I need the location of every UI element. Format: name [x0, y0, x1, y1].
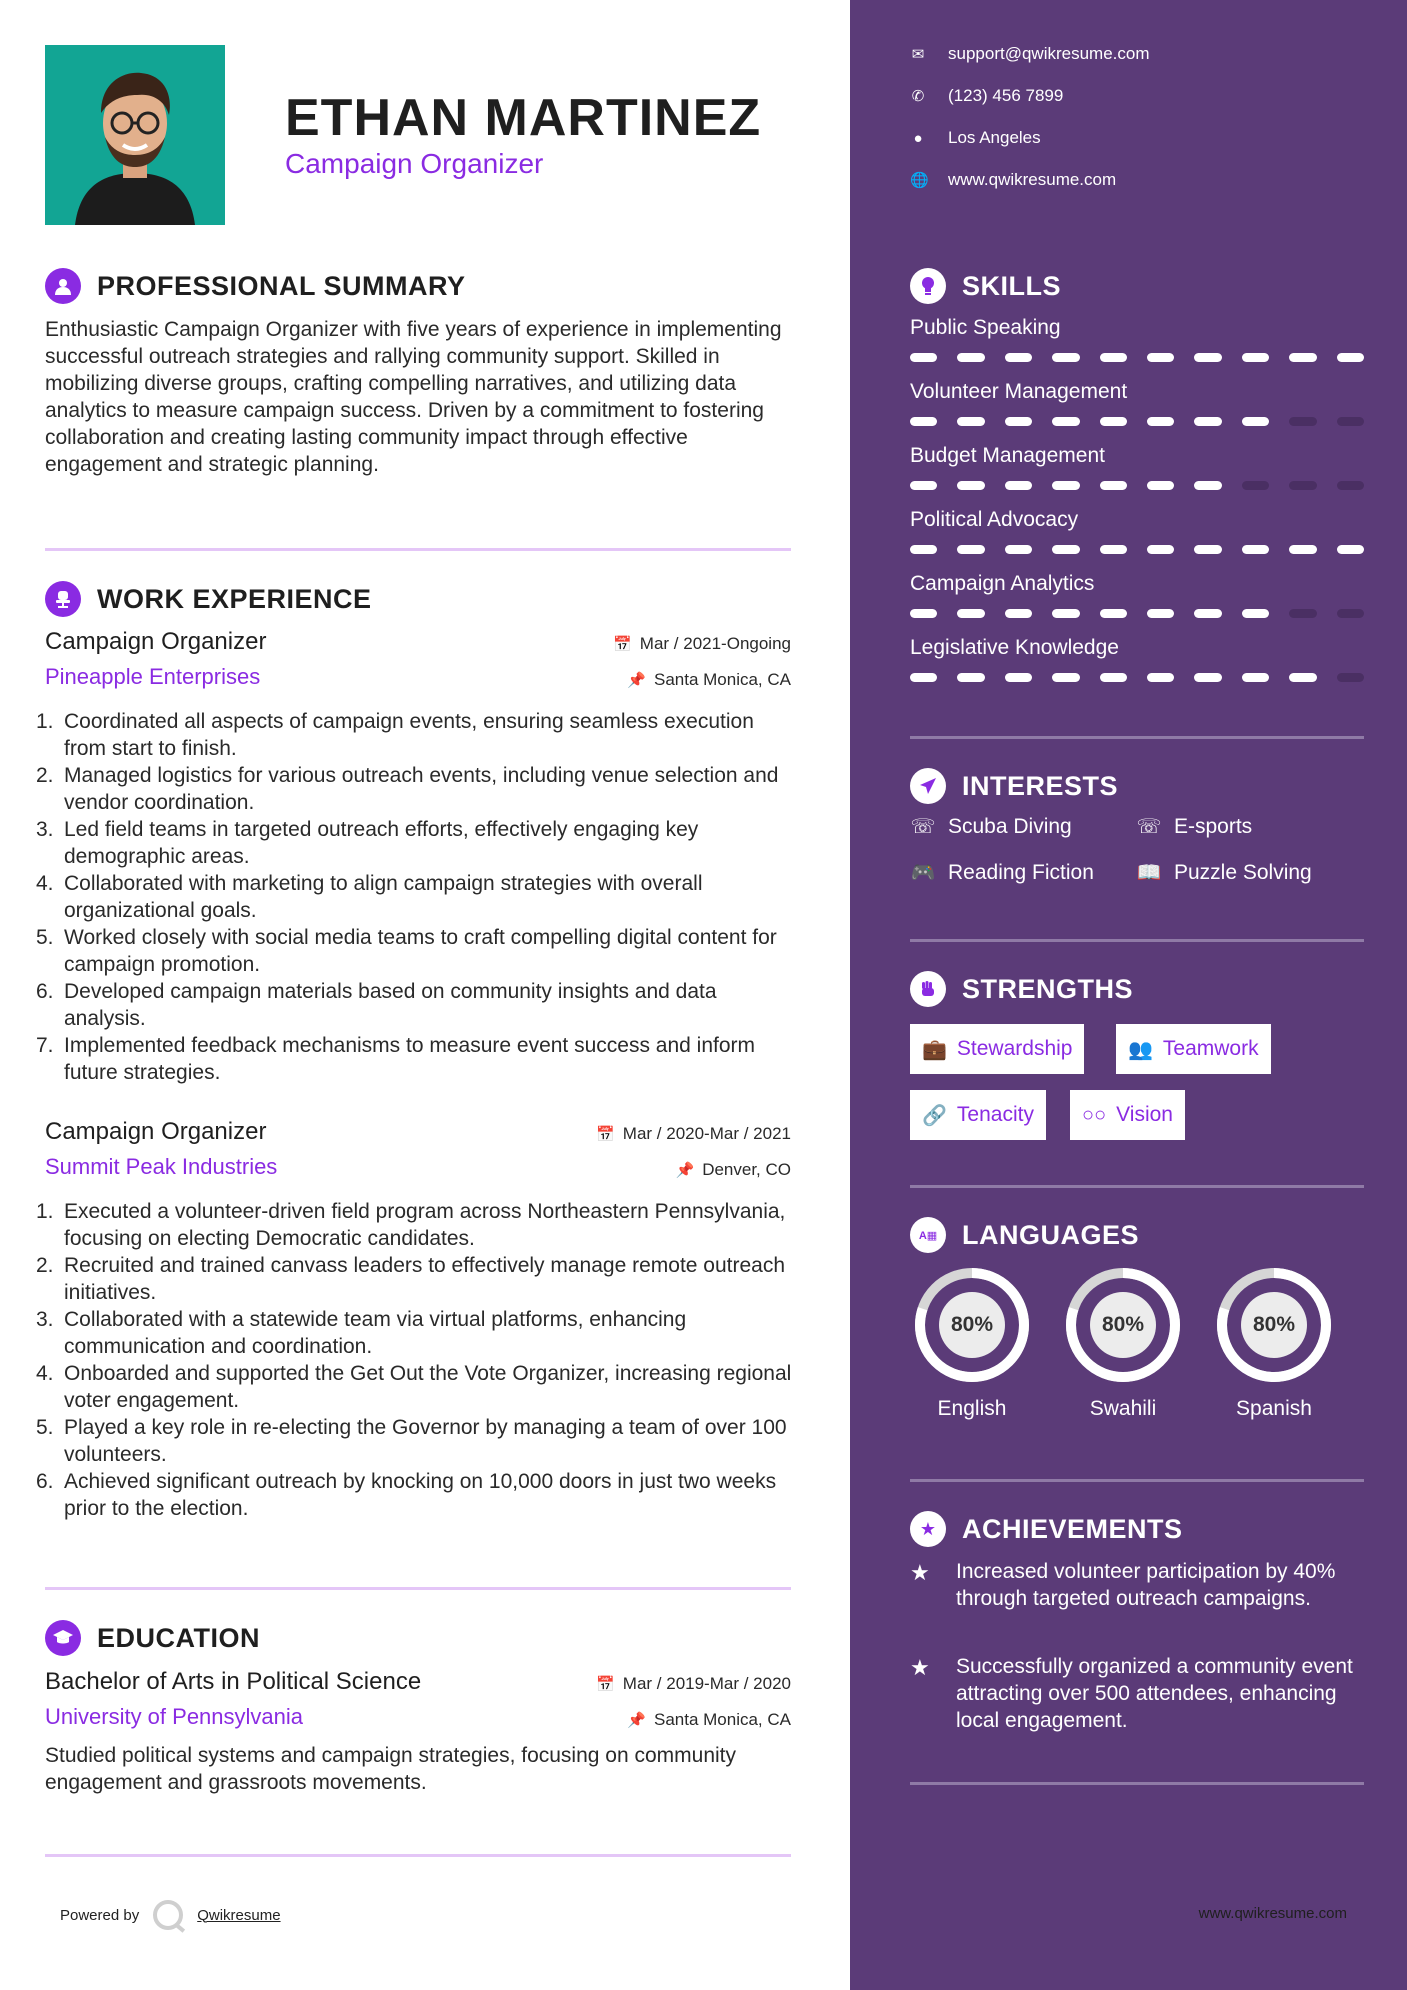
skill-segment	[1337, 353, 1364, 362]
skill-segment	[957, 545, 984, 554]
paper-plane-icon	[910, 768, 946, 804]
skill-segment	[1005, 609, 1032, 618]
list-item: 1. Executed a volunteer-driven field program across Northeastern Pennsylvania, focusing on electing Democratic candidates.	[36, 1200, 786, 1250]
skill-segment	[910, 481, 937, 490]
summary-header	[45, 268, 466, 304]
interests-heading: INTERESTS	[962, 770, 1119, 801]
section-divider	[910, 736, 1364, 739]
achievements-header	[910, 1511, 1183, 1547]
skill-segment	[1100, 545, 1127, 554]
skill-segment	[1005, 417, 1032, 426]
skill-level-bar	[910, 353, 1364, 362]
skill-segment	[1242, 353, 1269, 362]
experience-header	[45, 581, 372, 617]
section-divider	[45, 548, 791, 551]
skills-heading: SKILLS	[962, 270, 1062, 301]
skill-segment	[1147, 481, 1174, 490]
interest-item	[910, 814, 1072, 839]
contact-email-text: support@qwikresume.com	[948, 44, 1150, 63]
skill-label: Legislative Knowledge	[910, 636, 1119, 659]
strength-label: Vision	[1116, 1103, 1173, 1126]
strength-chip	[1070, 1090, 1185, 1140]
skill-segment	[1289, 545, 1316, 554]
skills-header	[910, 268, 1061, 304]
pin-icon: 📌	[675, 1162, 695, 1179]
binoculars-icon: ○○	[1082, 1103, 1107, 1126]
lifebuoy-icon: ☏	[910, 816, 936, 838]
skill-segment	[1052, 545, 1079, 554]
skill-segment	[1194, 481, 1221, 490]
skill-segment	[1337, 609, 1364, 618]
list-item: 2. Managed logistics for various outreach events, including venue selection and vendor coordination.	[36, 764, 779, 814]
skill-segment	[1194, 545, 1221, 554]
skill-segment	[1100, 481, 1127, 490]
list-item: 2. Recruited and trained canvass leaders to effectively manage remote outreach initiatives.	[36, 1254, 786, 1304]
summary-heading: PROFESSIONAL SUMMARY	[97, 270, 466, 301]
graduation-icon	[45, 1620, 81, 1656]
skill-segment	[1242, 545, 1269, 554]
job-location-text: Santa Monica, CA	[653, 670, 791, 689]
education-text: Studied political systems and campaign strategies, focusing on community engagement and grassroots movements.	[45, 1744, 737, 1794]
phone-icon: ✆	[911, 88, 925, 105]
skill-level-bar	[910, 609, 1364, 618]
job-location	[627, 670, 791, 690]
strengths-header	[910, 971, 1133, 1007]
skill-level-bar	[910, 417, 1364, 426]
star-badge-icon: ★	[910, 1511, 946, 1547]
list-item: 5. Worked closely with social media teams to craft compelling digital content for campaign promotion.	[36, 926, 777, 976]
job-location	[676, 1160, 792, 1180]
strength-chip	[910, 1090, 1046, 1140]
skill-label: Campaign Analytics	[910, 572, 1095, 595]
job-bullets	[36, 1198, 795, 1522]
skill-segment	[1147, 417, 1174, 426]
job-title-row	[45, 628, 791, 664]
language-percent: 80%	[1101, 1313, 1145, 1336]
job-location-text: Denver, CO	[702, 1160, 791, 1179]
profile-photo	[45, 45, 225, 225]
fist-icon	[910, 971, 946, 1007]
map-pin-icon: ●	[913, 129, 923, 147]
interests-header	[910, 768, 1118, 804]
list-item: 5. Played a key role in re-electing the Governor by managing a team of over 100 volunteers.	[36, 1416, 787, 1466]
skill-segment	[1242, 481, 1269, 490]
skill-segment	[1242, 609, 1269, 618]
skill-segment	[910, 609, 937, 618]
book-icon: 📖	[1136, 862, 1162, 884]
job-title: Campaign Organizer	[45, 1118, 267, 1145]
interest-label: Scuba Diving	[948, 814, 1072, 838]
skill-segment	[957, 417, 984, 426]
skill-segment	[957, 353, 984, 362]
skill-segment	[957, 481, 984, 490]
language-ring	[1212, 1263, 1336, 1387]
qwikresume-logo-icon	[153, 1900, 183, 1930]
summary-text: Enthusiastic Campaign Organizer with five years of experience in implementing successful outreach strategies and rallying community support. Skilled in mobilizing diverse groups, crafting compelling narratives, and utilizing data analytics to measure campaign success. Driven by a commitment to fostering collaboration and creating lasting community impact through effective engagement and strategic planning.	[45, 318, 782, 476]
skill-segment	[1337, 673, 1364, 682]
skill-segment	[1005, 545, 1032, 554]
user-icon	[45, 268, 81, 304]
job-title-row	[45, 1118, 791, 1154]
job-title: Campaign Organizer	[45, 628, 267, 655]
education-heading: EDUCATION	[97, 1622, 260, 1653]
job-company-row	[45, 1154, 791, 1190]
job-dates-text: Mar / 2020-Mar / 2021	[622, 1124, 791, 1143]
lifebuoy-icon: ☏	[1136, 816, 1162, 838]
skill-segment	[1005, 481, 1032, 490]
skill-label: Public Speaking	[910, 316, 1061, 339]
brand-link[interactable]: Qwikresume	[197, 1906, 281, 1924]
skill-segment	[1052, 609, 1079, 618]
skill-segment	[1194, 353, 1221, 362]
achievements-heading: ACHIEVEMENTS	[962, 1513, 1183, 1544]
strength-label: Stewardship	[956, 1037, 1073, 1060]
skill-segment	[1100, 673, 1127, 682]
job-dates-text: Mar / 2021-Ongoing	[639, 634, 791, 653]
education-entry	[45, 1668, 791, 1740]
language-name: English	[937, 1397, 1007, 1420]
achievement-text: Successfully organized a community event attracting over 500 attendees, enhancing local engagement.	[956, 1655, 1353, 1732]
skill-segment	[1052, 673, 1079, 682]
list-item: 1. Coordinated all aspects of campaign events, ensuring seamless execution from start to finish.	[36, 710, 754, 760]
shooting-star-icon: ★	[910, 1560, 930, 1585]
strength-label: Teamwork	[1162, 1037, 1259, 1060]
skill-level-bar	[910, 673, 1364, 682]
pin-icon: 📌	[627, 672, 646, 689]
calendar-icon: 📅	[596, 1126, 615, 1143]
language-item	[1061, 1263, 1185, 1421]
globe-icon: 🌐	[910, 172, 929, 189]
skill-segment	[957, 609, 984, 618]
skill-label: Budget Management	[910, 444, 1105, 467]
gamepad-icon: 🎮	[910, 862, 936, 884]
skill-label: Political Advocacy	[910, 508, 1079, 531]
skill-segment	[1052, 417, 1079, 426]
skill-segment	[1005, 673, 1032, 682]
degree-row	[45, 1668, 791, 1704]
degree-title: Bachelor of Arts in Political Science	[45, 1668, 422, 1695]
skill-segment	[1289, 609, 1316, 618]
education-dates-text: Mar / 2019-Mar / 2020	[622, 1674, 791, 1693]
section-divider	[910, 939, 1364, 942]
strength-label: Tenacity	[956, 1103, 1034, 1126]
skill-segment	[1052, 481, 1079, 490]
link-icon: 🔗	[922, 1104, 947, 1127]
skill-segment	[910, 353, 937, 362]
skill-segment	[1242, 417, 1269, 426]
section-divider	[45, 1854, 791, 1857]
skill-segment	[1289, 353, 1316, 362]
list-item: 6. Achieved significant outreach by knocking on 10,000 doors in just two weeks prior to the election.	[36, 1470, 777, 1520]
language-percent: 80%	[1252, 1313, 1296, 1336]
briefcase-chair-icon	[45, 581, 81, 617]
contact-website-text: www.qwikresume.com	[948, 170, 1117, 189]
skill-segment	[1194, 673, 1221, 682]
skill-segment	[1194, 417, 1221, 426]
language-ring	[1061, 1263, 1185, 1387]
contact-email[interactable]	[910, 44, 1150, 64]
education-header	[45, 1620, 260, 1656]
languages-header	[910, 1217, 1139, 1253]
experience-heading: WORK EXPERIENCE	[97, 583, 372, 614]
skill-segment	[1052, 353, 1079, 362]
interest-item	[1136, 814, 1252, 839]
skill-segment	[1147, 545, 1174, 554]
languages-heading: LANGUAGES	[962, 1219, 1140, 1250]
sidebar	[850, 0, 1407, 1990]
calendar-icon: 📅	[613, 636, 632, 653]
skill-segment	[1337, 545, 1364, 554]
achievement-item	[910, 1653, 1364, 1734]
skill-segment	[910, 417, 937, 426]
education-location	[627, 1710, 791, 1730]
envelope-icon: ✉	[911, 46, 925, 63]
job-company: Pineapple Enterprises	[45, 664, 261, 689]
job-dates	[613, 634, 791, 654]
translate-icon: A▦	[910, 1217, 946, 1253]
list-item: 3. Led field teams in targeted outreach efforts, effectively engaging key demographic areas.	[36, 818, 699, 868]
job-entry	[36, 628, 791, 1084]
powered-by	[60, 1900, 281, 1930]
skill-segment	[1100, 417, 1127, 426]
list-item: 4. Collaborated with marketing to align campaign strategies with overall organizational goals.	[36, 872, 703, 922]
skill-segment	[957, 673, 984, 682]
section-divider	[910, 1479, 1364, 1482]
language-name: Spanish	[1236, 1397, 1312, 1420]
skill-segment	[1337, 417, 1364, 426]
strengths-heading: STRENGTHS	[962, 973, 1134, 1004]
list-item: 4. Onboarded and supported the Get Out the Vote Organizer, increasing regional voter engagement.	[36, 1362, 792, 1412]
skill-segment	[1194, 609, 1221, 618]
interest-label: Puzzle Solving	[1174, 860, 1312, 884]
skill-segment	[1147, 673, 1174, 682]
job-company-row	[45, 664, 791, 700]
contact-phone-text: (123) 456 7899	[948, 86, 1064, 105]
language-ring	[910, 1263, 1034, 1387]
achievement-text: Increased volunteer participation by 40% through targeted outreach campaigns.	[956, 1560, 1336, 1610]
skill-segment	[1005, 353, 1032, 362]
education-dates	[596, 1674, 791, 1694]
skill-segment	[1242, 673, 1269, 682]
school-row	[45, 1704, 791, 1740]
skill-segment	[1289, 417, 1316, 426]
contact-location	[910, 128, 1041, 148]
education-location-text: Santa Monica, CA	[653, 1710, 791, 1729]
language-item	[1212, 1263, 1336, 1421]
briefcase-icon: 💼	[922, 1038, 947, 1061]
job-dates	[596, 1124, 791, 1144]
job-company: Summit Peak Industries	[45, 1154, 278, 1179]
contact-phone[interactable]	[910, 86, 1063, 106]
skill-level-bar	[910, 545, 1364, 554]
powered-by-label: Powered by	[60, 1906, 140, 1924]
job-bullets	[36, 708, 795, 1086]
skill-segment	[1147, 609, 1174, 618]
footer-site[interactable]: www.qwikresume.com	[1198, 1905, 1347, 1922]
users-icon: 👥	[1128, 1038, 1153, 1061]
skill-label: Volunteer Management	[910, 380, 1128, 403]
skill-segment	[910, 545, 937, 554]
list-item: 6. Developed campaign materials based on community insights and data analysis.	[36, 980, 717, 1030]
skill-segment	[1147, 353, 1174, 362]
section-divider	[45, 1587, 791, 1590]
interest-item	[1136, 860, 1312, 885]
skill-segment	[1289, 481, 1316, 490]
achievement-item	[910, 1558, 1364, 1612]
pin-icon: 📌	[627, 1712, 646, 1729]
interest-label: Reading Fiction	[948, 860, 1094, 884]
list-item: 7. Implemented feedback mechanisms to measure event success and inform future strategies.	[36, 1034, 756, 1084]
interest-label: E-sports	[1174, 814, 1253, 838]
job-entry	[36, 1118, 792, 1520]
language-name: Swahili	[1089, 1397, 1157, 1420]
skill-segment	[910, 673, 937, 682]
contact-location-text: Los Angeles	[948, 128, 1041, 147]
skill-level-bar	[910, 481, 1364, 490]
candidate-title: Campaign Organizer	[285, 148, 544, 179]
lightbulb-icon	[910, 268, 946, 304]
language-percent: 80%	[950, 1313, 994, 1336]
list-item: 3. Collaborated with a statewide team via virtual platforms, enhancing communication and coordination.	[36, 1308, 687, 1358]
calendar-icon: 📅	[596, 1676, 615, 1693]
skill-segment	[1337, 481, 1364, 490]
skill-segment	[1289, 673, 1316, 682]
skill-segment	[1100, 609, 1127, 618]
strength-chip	[910, 1024, 1084, 1074]
shooting-star-icon: ★	[910, 1655, 930, 1680]
strength-chip	[1116, 1024, 1271, 1074]
contact-website[interactable]	[910, 170, 1116, 190]
interest-item	[910, 860, 1094, 885]
skill-segment	[1100, 353, 1127, 362]
section-divider	[910, 1185, 1364, 1188]
school-name: University of Pennsylvania	[45, 1704, 304, 1729]
candidate-name: ETHAN MARTINEZ	[285, 89, 762, 147]
section-divider	[910, 1782, 1364, 1785]
language-item	[910, 1263, 1034, 1421]
